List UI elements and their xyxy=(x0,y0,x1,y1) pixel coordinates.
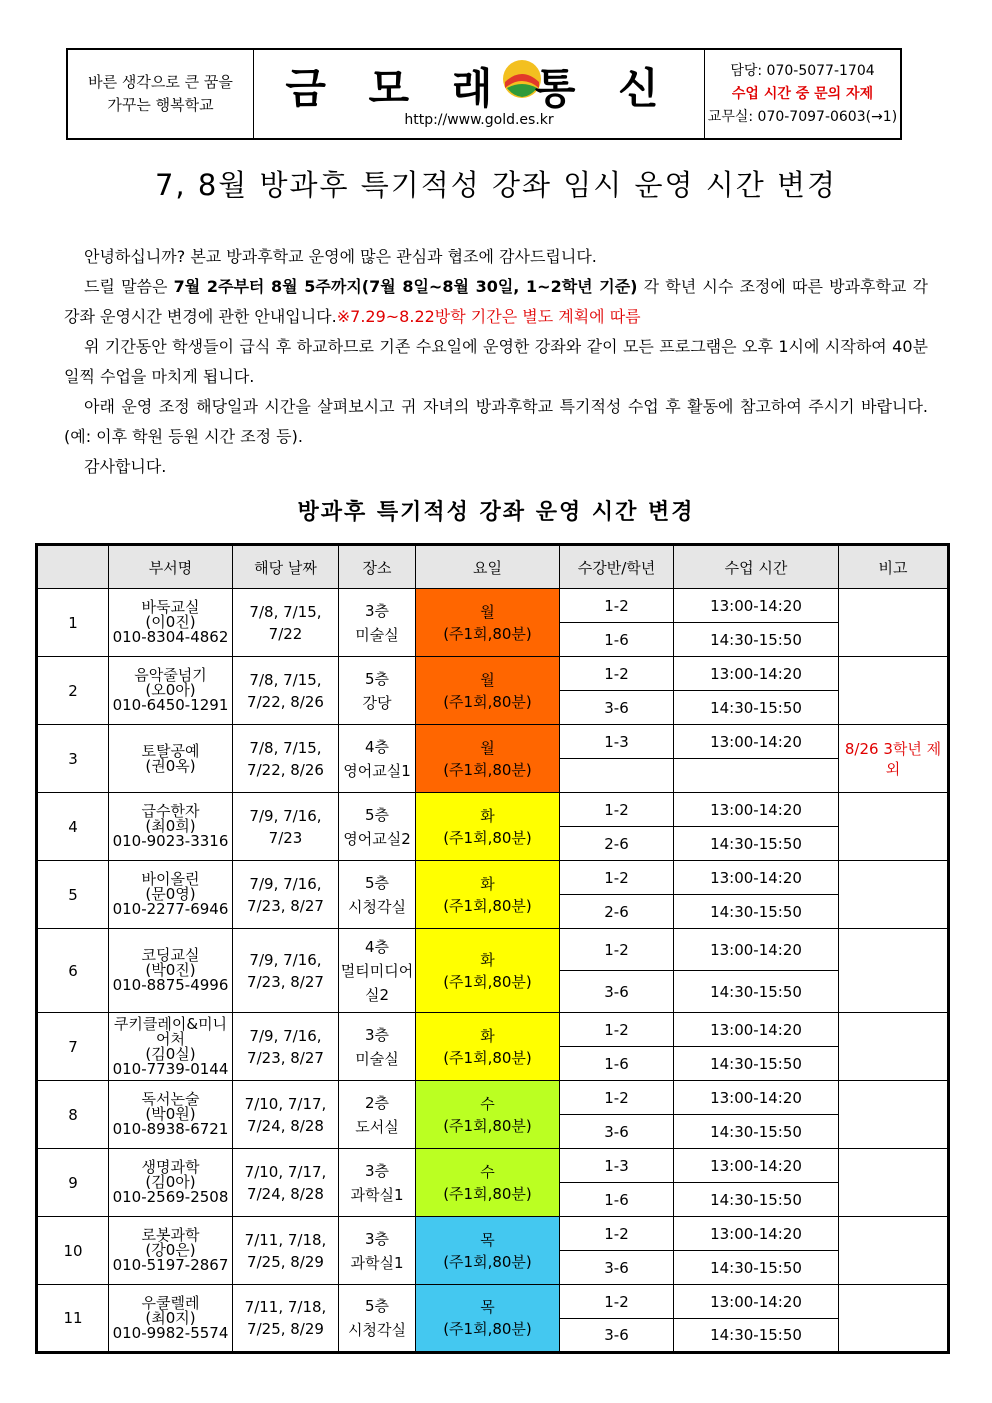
grade-cell: 1-2 xyxy=(560,929,674,971)
row-number: 3 xyxy=(37,725,109,793)
dates-cell xyxy=(233,1013,339,1081)
table-title: 방과후 특기적성 강좌 운영 시간 변경 xyxy=(297,500,695,525)
table-row xyxy=(37,725,949,759)
club-name-line: 바둑교실 xyxy=(141,598,200,616)
header-grade: 수강반/학년 xyxy=(560,545,674,589)
time-cell: 14:30-15:50 xyxy=(674,1251,839,1285)
note-cell: 8/26 3학년 제외 xyxy=(839,725,949,793)
row-number: 6 xyxy=(37,929,109,1013)
newsletter-header xyxy=(66,48,902,140)
grade-cell: 3-6 xyxy=(560,971,674,1013)
date-line: 7/23, 8/27 xyxy=(247,896,324,915)
place-line: 도서실 xyxy=(355,1117,399,1136)
grade-cell: 3-6 xyxy=(560,1319,674,1353)
date-line: 7/22, 8/26 xyxy=(247,760,324,779)
date-line: 7/23 xyxy=(268,828,303,847)
place-line: 미술실 xyxy=(355,625,399,644)
school-url[interactable]: http://www.gold.es.kr xyxy=(404,112,554,128)
paragraph-thanks: 감사합니다. xyxy=(84,457,167,476)
schedule-table xyxy=(35,543,950,1354)
header-time: 수업 시간 xyxy=(674,545,839,589)
weekday-label: 수 xyxy=(480,1094,495,1113)
grade-cell: 1-3 xyxy=(560,725,674,759)
club-name-line: 음악줄넘기 xyxy=(134,666,207,684)
time-cell: 14:30-15:50 xyxy=(674,623,839,657)
club-name-line: 급수한자 xyxy=(141,802,200,820)
contact-info xyxy=(704,50,900,138)
time-cell: 14:30-15:50 xyxy=(674,1115,839,1149)
club-name-line: 010-2569-2508 xyxy=(112,1188,229,1206)
table-row xyxy=(37,1149,949,1183)
grade-cell: 3-6 xyxy=(560,1251,674,1285)
row-number: 1 xyxy=(37,589,109,657)
dates-cell xyxy=(233,793,339,861)
grade-cell: 1-2 xyxy=(560,1081,674,1115)
place-line: 강당 xyxy=(362,693,392,712)
row-number: 10 xyxy=(37,1217,109,1285)
dates-cell xyxy=(233,929,339,1013)
grade-cell: 1-3 xyxy=(560,1149,674,1183)
club-name-line: (강0은) xyxy=(145,1241,196,1259)
place-cell xyxy=(339,1149,416,1217)
weekday-cell xyxy=(416,657,560,725)
grade-cell: 1-2 xyxy=(560,589,674,623)
paragraph-schedule: 위 기간동안 학생들이 급식 후 하교하므로 기존 수요일에 운영한 강좌와 같이 모든 프로그램은 오후 1시에 시작하여 40분 일찍 수업을 마치게 됩니다. xyxy=(64,337,928,386)
place-cell xyxy=(339,589,416,657)
date-line: 7/24, 8/28 xyxy=(247,1116,324,1135)
club-name-cell xyxy=(109,793,233,861)
note-cell xyxy=(839,1217,949,1285)
weekday-frequency: (주1회,80분) xyxy=(443,1320,532,1338)
club-name-line: 쿠키클레이&미니 xyxy=(113,1014,228,1033)
grade-cell: 2-6 xyxy=(560,895,674,929)
header-day: 요일 xyxy=(416,545,560,589)
time-cell: 14:30-15:50 xyxy=(674,1319,839,1353)
motto-line-1: 바른 생각으로 큰 꿈을 xyxy=(88,73,233,91)
dates-cell xyxy=(233,1217,339,1285)
row-number: 4 xyxy=(37,793,109,861)
grade-cell: 3-6 xyxy=(560,691,674,725)
club-name-line: 010-8875-4996 xyxy=(112,976,229,994)
place-line: 3층 xyxy=(364,601,390,620)
club-name-line: 로봇과학 xyxy=(141,1226,200,1244)
grade-cell: 2-6 xyxy=(560,827,674,861)
place-line: 미술실 xyxy=(355,1049,399,1068)
paragraph-request: 아래 운영 조정 해당일과 시간을 살펴보시고 귀 자녀의 방과후학교 특기적성 수업 후 활동에 참고하여 주시기 바랍니다.(예: 이후 학원 등원 시간 조정 등). xyxy=(64,397,928,446)
weekday-frequency: (주1회,80분) xyxy=(443,1048,532,1067)
club-name-line: (권0옥) xyxy=(145,756,196,775)
place-line: 4층 xyxy=(364,737,390,756)
date-line: 7/11, 7/18, xyxy=(244,1230,327,1249)
weekday-cell xyxy=(416,589,560,657)
date-line: 7/23, 8/27 xyxy=(247,1048,324,1067)
place-line: 영어교실2 xyxy=(343,829,411,848)
note-cell xyxy=(839,793,949,861)
dates-cell xyxy=(233,861,339,929)
time-cell: 14:30-15:50 xyxy=(674,971,839,1013)
date-line: 7/25, 8/29 xyxy=(247,1252,324,1271)
weekday-frequency: (주1회,80분) xyxy=(443,1116,532,1135)
note-cell xyxy=(839,929,949,1013)
weekday-frequency: (주1회,80분) xyxy=(443,896,532,915)
table-row xyxy=(37,861,949,895)
dates-cell xyxy=(233,657,339,725)
weekday-label: 목 xyxy=(480,1230,495,1249)
time-cell: 13:00-14:20 xyxy=(674,1285,839,1319)
table-row xyxy=(37,657,949,691)
club-name-line: 우쿨렐레 xyxy=(141,1293,200,1312)
date-line: 7/10, 7/17, xyxy=(244,1094,327,1113)
weekday-label: 화 xyxy=(480,874,495,893)
place-cell xyxy=(339,861,416,929)
club-name-cell xyxy=(109,725,233,793)
time-cell: 14:30-15:50 xyxy=(674,895,839,929)
weekday-cell xyxy=(416,1013,560,1081)
note-cell xyxy=(839,1013,949,1081)
header-num xyxy=(37,545,109,589)
grade-cell: 1-2 xyxy=(560,793,674,827)
weekday-cell xyxy=(416,725,560,793)
place-line: 시청각실 xyxy=(348,1321,406,1339)
date-line: 7/8, 7/15, xyxy=(249,670,322,689)
place-line: 5층 xyxy=(364,1297,390,1315)
club-name-line: (박0원) xyxy=(145,1105,196,1123)
grade-cell: 1-6 xyxy=(560,1047,674,1081)
place-line: 3층 xyxy=(364,1229,390,1248)
place-line: 멀티미디어 xyxy=(340,961,414,980)
date-line: 7/22, 8/26 xyxy=(247,692,324,711)
club-name-cell xyxy=(109,1081,233,1149)
weekday-frequency: (주1회,80분) xyxy=(443,624,532,643)
note-cell xyxy=(839,861,949,929)
place-cell xyxy=(339,725,416,793)
weekday-label: 화 xyxy=(480,806,495,825)
club-name-line: (이0진) xyxy=(145,613,196,631)
date-line: 7/9, 7/16, xyxy=(249,1026,322,1045)
body-text xyxy=(64,242,928,482)
header-club: 부서명 xyxy=(109,545,233,589)
date-line: 7/22 xyxy=(268,624,303,643)
header-note: 비고 xyxy=(839,545,949,589)
note-cell xyxy=(839,1149,949,1217)
time-cell xyxy=(674,759,839,793)
grade-cell: 1-6 xyxy=(560,623,674,657)
row-number: 11 xyxy=(37,1285,109,1353)
date-line: 7/9, 7/16, xyxy=(249,874,322,893)
place-cell xyxy=(339,1217,416,1285)
place-line: 4층 xyxy=(364,937,390,956)
club-name-line: 010-8304-4862 xyxy=(112,628,229,646)
weekday-frequency: (주1회,80분) xyxy=(443,1252,532,1271)
club-name-line: (문0영) xyxy=(145,885,196,903)
contact-warning: 수업 시간 중 문의 자제 xyxy=(731,85,874,102)
date-line: 7/11, 7/18, xyxy=(244,1298,327,1316)
weekday-frequency: (주1회,80분) xyxy=(443,828,532,847)
note-cell xyxy=(839,1285,949,1353)
notice-text-a: 드릴 말씀은 xyxy=(84,277,174,296)
club-name-cell xyxy=(109,861,233,929)
place-cell xyxy=(339,793,416,861)
date-line: 7/24, 8/28 xyxy=(247,1184,324,1203)
newsletter-masthead xyxy=(254,50,704,138)
place-cell xyxy=(339,1013,416,1081)
time-cell: 13:00-14:20 xyxy=(674,793,839,827)
place-line: 3층 xyxy=(364,1161,390,1180)
note-cell xyxy=(839,657,949,725)
club-name-line: (김0아) xyxy=(145,1173,196,1191)
date-line: 7/9, 7/16, xyxy=(249,806,322,825)
weekday-label: 월 xyxy=(480,670,495,689)
club-name-line: (박0진) xyxy=(145,961,196,979)
notice-period: 7월 2주부터 8월 5주까지(7월 8일~8월 30일, 1~2학년 기준) xyxy=(173,277,638,296)
table-row xyxy=(37,1013,949,1047)
notice-vacation: ※7.29~8.22방학 기간은 별도 계획에 따름 xyxy=(336,307,641,326)
grade-cell: 1-2 xyxy=(560,1013,674,1047)
club-name-line: 코딩교실 xyxy=(141,946,200,964)
note-cell xyxy=(839,1081,949,1149)
date-line: 7/8, 7/15, xyxy=(249,738,322,757)
club-name-line: 독서논술 xyxy=(141,1090,200,1108)
place-line: 과학실1 xyxy=(350,1253,404,1272)
dates-cell xyxy=(233,725,339,793)
place-line: 5층 xyxy=(364,805,390,824)
club-name-cell xyxy=(109,1217,233,1285)
row-number: 2 xyxy=(37,657,109,725)
contact-line-1: 담당: 070-5077-1704 xyxy=(730,62,875,79)
table-row xyxy=(37,929,949,971)
weekday-cell xyxy=(416,1217,560,1285)
time-cell: 13:00-14:20 xyxy=(674,1013,839,1047)
place-cell xyxy=(339,657,416,725)
time-cell: 14:30-15:50 xyxy=(674,827,839,861)
weekday-cell xyxy=(416,1081,560,1149)
grade-cell: 1-2 xyxy=(560,1217,674,1251)
place-line: 영어교실1 xyxy=(343,761,411,780)
grade-cell: 3-6 xyxy=(560,1115,674,1149)
table-header-row xyxy=(37,545,949,589)
row-number: 5 xyxy=(37,861,109,929)
place-line: 2층 xyxy=(364,1093,390,1112)
date-line: 7/8, 7/15, xyxy=(249,602,322,621)
time-cell: 13:00-14:20 xyxy=(674,1149,839,1183)
place-line: 시청각실 xyxy=(348,897,406,916)
club-name-line: 010-9982-5574 xyxy=(112,1323,229,1342)
club-name-cell xyxy=(109,657,233,725)
club-name-line: (최0희) xyxy=(145,817,196,835)
club-name-cell xyxy=(109,1285,233,1353)
grade-cell: 1-2 xyxy=(560,861,674,895)
weekday-cell xyxy=(416,929,560,1013)
place-line: 과학실1 xyxy=(350,1185,404,1204)
time-cell: 13:00-14:20 xyxy=(674,1217,839,1251)
grade-cell xyxy=(560,759,674,793)
weekday-label: 화 xyxy=(480,950,495,969)
header-dates: 해당 날짜 xyxy=(233,545,339,589)
place-line: 5층 xyxy=(364,873,390,892)
club-name-line: 010-8938-6721 xyxy=(112,1120,229,1138)
club-name-line: 어처 xyxy=(156,1029,185,1048)
weekday-cell xyxy=(416,793,560,861)
paragraph-greeting: 안녕하십니까? 본교 방과후학교 운영에 많은 관심과 협조에 감사드립니다. xyxy=(84,247,597,266)
dates-cell xyxy=(233,1149,339,1217)
contact-line-3: 교무실: 070-7097-0603(→1) xyxy=(707,108,898,125)
dates-cell xyxy=(233,589,339,657)
place-cell xyxy=(339,929,416,1013)
club-name-line: (김0실) xyxy=(145,1044,196,1063)
time-cell: 14:30-15:50 xyxy=(674,1047,839,1081)
table-row xyxy=(37,1285,949,1319)
header-place: 장소 xyxy=(339,545,416,589)
date-line: 7/23, 8/27 xyxy=(247,972,324,991)
club-name-cell xyxy=(109,929,233,1013)
grade-cell: 1-2 xyxy=(560,657,674,691)
club-name-cell xyxy=(109,589,233,657)
weekday-label: 월 xyxy=(480,738,495,757)
dates-cell xyxy=(233,1285,339,1353)
time-cell: 14:30-15:50 xyxy=(674,1183,839,1217)
club-name-line: 생명과학 xyxy=(141,1158,200,1176)
table-row xyxy=(37,1081,949,1115)
notice-text-b: 각 학년 시수 조정에 따른 방과후학교 각 강좌 운영시간 변경에 관한 안내입니다. xyxy=(64,277,928,326)
weekday-label: 월 xyxy=(480,602,495,621)
grade-cell: 1-2 xyxy=(560,1285,674,1319)
weekday-label: 수 xyxy=(480,1162,495,1181)
weekday-cell xyxy=(416,1149,560,1217)
weekday-label: 화 xyxy=(480,1026,495,1045)
club-name-line: 바이올린 xyxy=(141,870,200,888)
row-number: 8 xyxy=(37,1081,109,1149)
club-name-line: (최0지) xyxy=(145,1308,196,1327)
table-row xyxy=(37,793,949,827)
weekday-label: 목 xyxy=(480,1298,495,1316)
paragraph-notice xyxy=(64,272,928,332)
club-name-cell xyxy=(109,1149,233,1217)
table-row xyxy=(37,1217,949,1251)
time-cell: 13:00-14:20 xyxy=(674,589,839,623)
time-cell: 14:30-15:50 xyxy=(674,691,839,725)
time-cell: 13:00-14:20 xyxy=(674,725,839,759)
club-name-line: 010-5197-2867 xyxy=(112,1256,229,1274)
club-name-line: (오0아) xyxy=(145,681,196,699)
grade-cell: 1-6 xyxy=(560,1183,674,1217)
dates-cell xyxy=(233,1081,339,1149)
weekday-frequency: (주1회,80분) xyxy=(443,972,532,991)
club-name-line: 010-7739-0144 xyxy=(112,1059,229,1078)
weekday-frequency: (주1회,80분) xyxy=(443,760,532,779)
row-number: 9 xyxy=(37,1149,109,1217)
club-name-line: 토탈공예 xyxy=(141,741,200,760)
weekday-frequency: (주1회,80분) xyxy=(443,1184,532,1203)
weekday-frequency: (주1회,80분) xyxy=(443,692,532,711)
time-cell: 13:00-14:20 xyxy=(674,1081,839,1115)
row-number: 7 xyxy=(37,1013,109,1081)
document-title: 7, 8월 방과후 특기적성 강좌 임시 운영 시간 변경 xyxy=(154,168,838,202)
club-name-line: 010-2277-6946 xyxy=(112,900,229,918)
club-name-cell xyxy=(109,1013,233,1081)
place-line: 실2 xyxy=(364,985,390,1004)
place-cell xyxy=(339,1081,416,1149)
date-line: 7/10, 7/17, xyxy=(244,1162,327,1181)
school-motto xyxy=(68,50,254,138)
time-cell: 13:00-14:20 xyxy=(674,861,839,895)
weekday-cell xyxy=(416,861,560,929)
date-line: 7/25, 8/29 xyxy=(247,1320,324,1338)
club-name-line: 010-6450-1291 xyxy=(112,696,229,714)
newsletter-title: 금 모 래 통 신 xyxy=(285,64,673,113)
motto-line-2: 가꾸는 행복학교 xyxy=(107,96,214,114)
place-cell xyxy=(339,1285,416,1353)
note-cell xyxy=(839,589,949,657)
time-cell: 13:00-14:20 xyxy=(674,929,839,971)
table-row xyxy=(37,589,949,623)
club-name-line: 010-9023-3316 xyxy=(112,832,229,850)
place-line: 3층 xyxy=(364,1025,390,1044)
date-line: 7/9, 7/16, xyxy=(249,950,322,969)
time-cell: 13:00-14:20 xyxy=(674,657,839,691)
weekday-cell xyxy=(416,1285,560,1353)
place-line: 5층 xyxy=(364,669,390,688)
